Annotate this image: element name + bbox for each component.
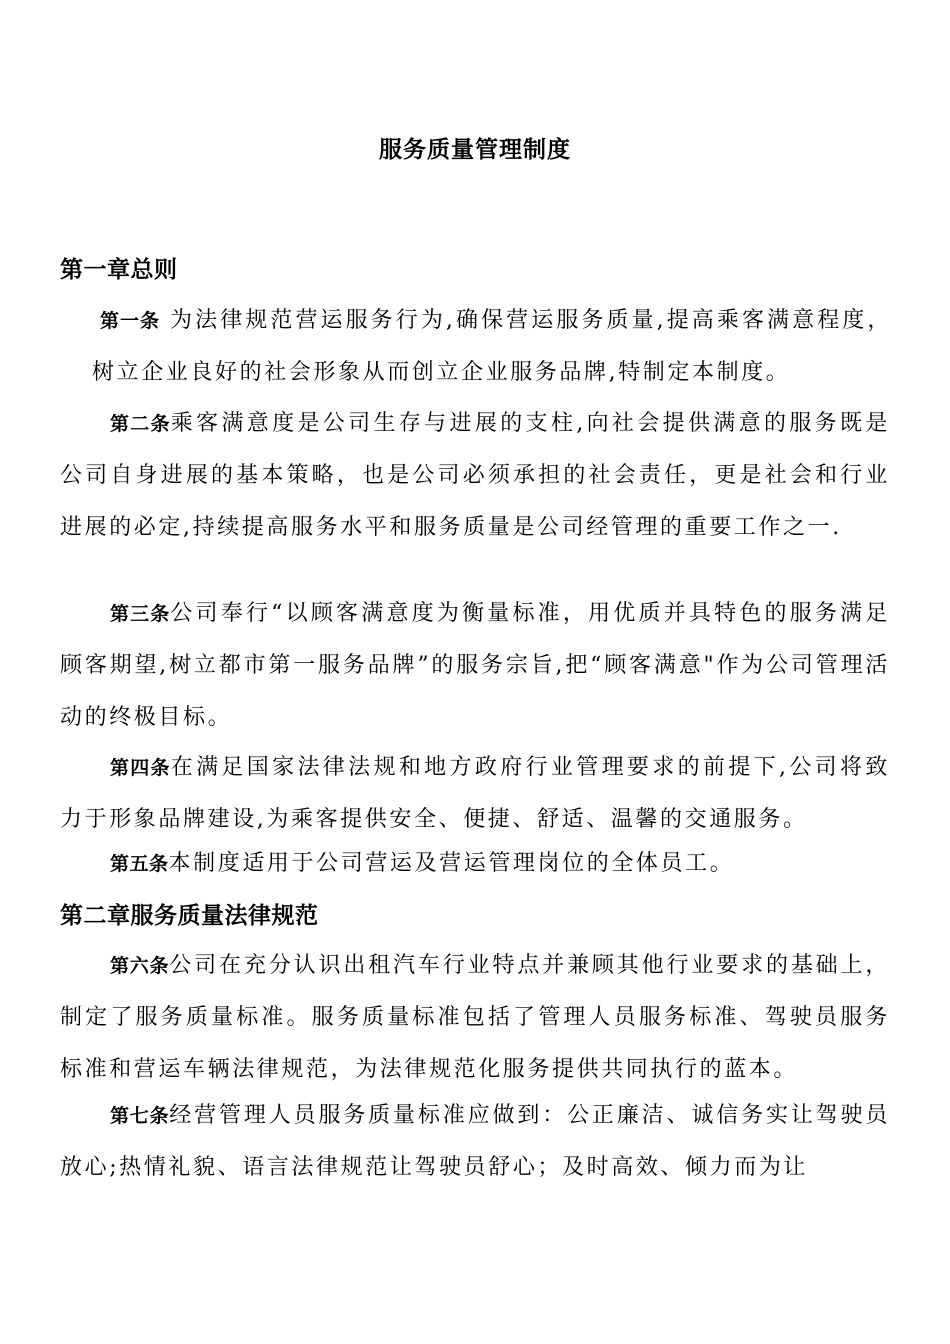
article-6 bbox=[60, 940, 890, 1096]
article-label: 第一条 bbox=[100, 310, 160, 332]
article-label: 第五条 bbox=[110, 853, 169, 875]
article-text: 经营管理人员服务质量标准应做到：公正廉洁、诚信务实让驾驶员放心;热情礼貌、语言法律规范让驾驶员舒心；及时高效、倾力而为让 bbox=[60, 1103, 890, 1180]
article-label: 第七条 bbox=[110, 1105, 170, 1127]
article-3 bbox=[60, 588, 890, 744]
article-text: 公司在充分认识出租汽车行业特点并兼顾其他行业要求的基础上，制定了服务质量标准。服务质量标准包括了管理人员服务标准、驾驶员服务标准和营运车辆法律规范，为法律规范化服务提供共同执行的蓝本。 bbox=[60, 953, 890, 1082]
article-text: 公司奉行“以顾客满意度为衡量标准，用优质并具特色的服务满足顾客期望,树立都市第一服务品牌”的服务宗旨,把“顾客满意"作为公司管理活动的终极目标。 bbox=[60, 601, 890, 730]
chapter-heading-1: 第一章总则 bbox=[60, 257, 178, 283]
article-5 bbox=[60, 838, 890, 890]
article-text: 为法律规范营运服务行为,确保营运服务质量,提高乘客满意程度，树立企业良好的社会形象从而创立企业服务品牌,特制定本制度。 bbox=[92, 308, 892, 385]
article-label: 第三条 bbox=[110, 603, 171, 625]
article-text: 在满足国家法律法规和地方政府行业管理要求的前提下,公司将致力于形象品牌建设,为乘客提供安全、便捷、舒适、温馨的交通服务。 bbox=[60, 755, 890, 832]
document-title: 服务质量管理制度 bbox=[379, 137, 571, 163]
article-4 bbox=[60, 742, 890, 846]
chapter-heading-2: 第二章服务质量法律规范 bbox=[60, 903, 319, 929]
article-7 bbox=[60, 1090, 890, 1194]
article-label: 第四条 bbox=[110, 757, 171, 779]
article-2 bbox=[60, 398, 890, 554]
article-1 bbox=[92, 295, 892, 399]
article-text: 乘客满意度是公司生存与进展的支柱,向社会提供满意的服务既是公司自身进展的基本策略，也是公司必须承担的社会责任，更是社会和行业进展的必定,持续提高服务水平和服务质量是公司经管理的重要工作之一. bbox=[60, 411, 890, 540]
article-label: 第二条 bbox=[110, 413, 171, 435]
article-text: 本制度适用于公司营运及营运管理岗位的全体员工。 bbox=[168, 851, 735, 876]
article-label: 第六条 bbox=[110, 955, 170, 977]
